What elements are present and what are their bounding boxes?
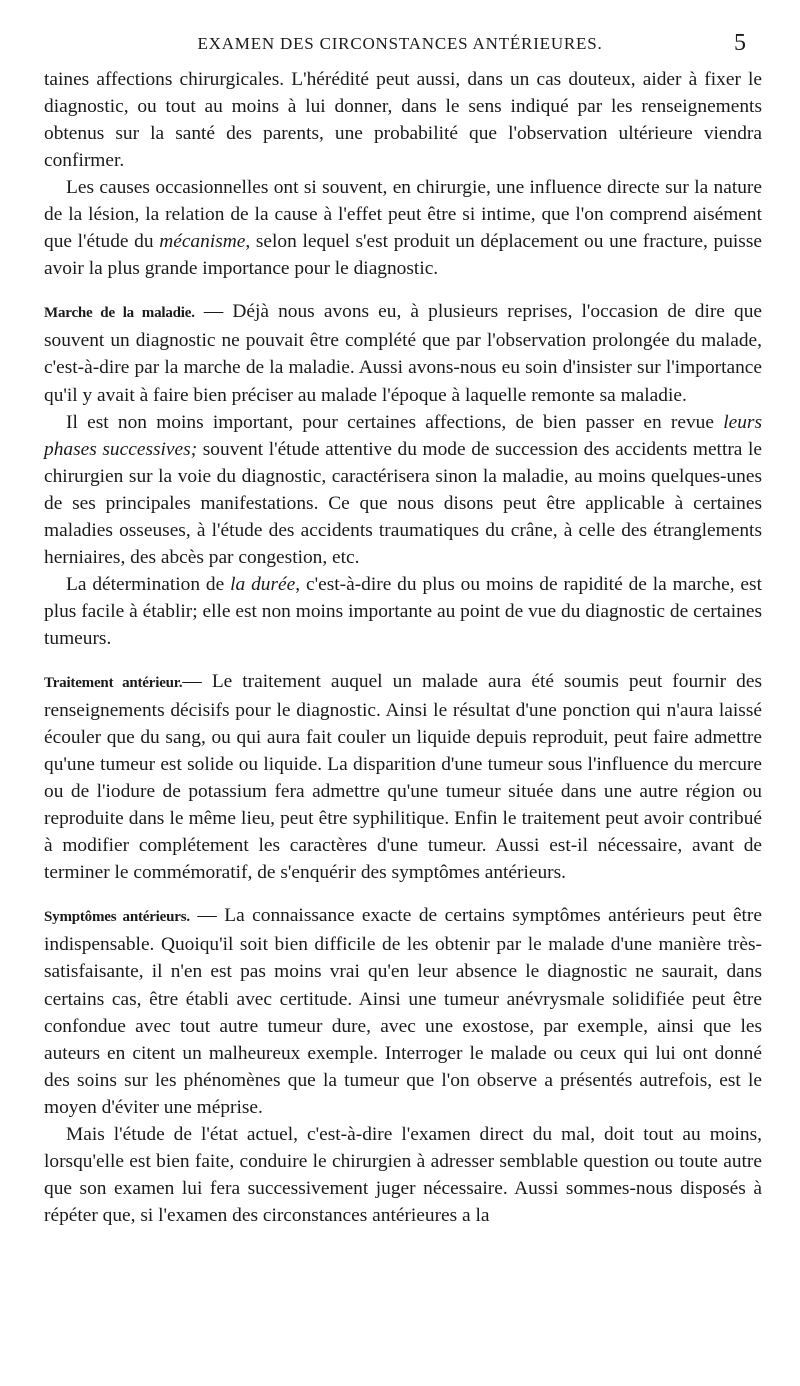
paragraph-duree: La détermination de la durée, c'est-à-dire du plus ou moins de rapidité de la marche, est plus facile à établir; elle est non moins importante au point de vue du diagnostic de certaines tumeurs. [44, 573, 762, 649]
section-traitement-anterieur: Traitement antérieur.— Le traitement auquel un malade aura été soumis peut fournir des renseignements décisifs pour le diagnostic. Ainsi le résultat d'une ponction qui n'aura laissé écouler que du sang, ou qui aura fait couler un liquide depuis reproduit, peut faire admettre qu'une tumeur est solide ou liquide. La disparition d'une tumeur sous l'influence du mercure ou de l'iodure de potassium fera admettre qu'une tumeur située dans une autre région ou reproduite dans le même lieu, peut être syphilitique. Enfin le traitement peut avoir contribué à modifier complétement les caractères d'une tumeur. Aussi est-il nécessaire, avant de terminer le commémoratif, de s'enquérir des symptômes antérieurs. [44, 670, 762, 884]
section-marche-de-la-maladie: Marche de la maladie. — Déjà nous avons eu, à plusieurs reprises, l'occasion de dire que souvent un diagnostic ne pouvait être complété que par l'observation prolongée du malade, c'est-à-dire par la marche de la maladie. Aussi avons-nous eu soin d'insister sur l'importance qu'il y avait à faire bien préciser au malade l'époque à laquelle remonte sa maladie. [44, 301, 763, 406]
running-title: EXAMEN DES CIRCONSTANCES ANTÉRIEURES. [197, 34, 603, 53]
paragraph-causes-occasionnelles: Les causes occasionnelles ont si souvent, en chirurgie, une influence directe sur la nature de la lésion, la relation de la cause à l'effet peut être si intime, que l'on comprend aisément que l'étude du mécanisme, selon lequel s'est produit un déplacement ou une fracture, puisse avoir la plus grande importance pour le diagnostic. [44, 177, 762, 280]
section-symptomes-anterieurs: Symptômes antérieurs. — La connaissance exacte de certains symptômes antérieurs peut être indispensable. Quoiqu'il soit bien difficile de les obtenir par le malade d'une manière très-satisfaisante, il n'en est pas moins vrai qu'en leur absence le diagnostic ne saurait, dans certains cas, être établi avec certitude. Ainsi une tumeur anévrysmale solidifiée peut être confondue avec tout autre tumeur dure, avec une exostose, par exemple, ainsi que les auteurs en citent un malheureux exemple. Interroger le malade ou ceux qui lui ont donné des soins sur les phénomènes que la tumeur que l'on observe a présentés autrefois, est le moyen d'éviter une méprise. [44, 905, 762, 1118]
paragraph-continuation: taines affections chirurgicales. L'hérédité peut aussi, dans un cas douteux, aider à fixer le diagnostic, ou tout au moins à lui donner, dans le sens indiqué par les renseignements obtenus sur la santé des parents, une probabilité que l'observation ultérieure viendra confirmer. [44, 69, 762, 172]
paragraph-etat-actuel: Mais l'étude de l'état actuel, c'est-à-dire l'examen direct du mal, doit tout au moins, lorsqu'elle est bien faite, conduire le chirurgien à adresser semblable question ou toute autre que son examen lui fera successivement juger nécessaire. Aussi sommes-nous disposés à répéter que, si l'examen des circonstances antérieures a la [44, 1123, 762, 1226]
page-header [0, 30, 800, 60]
page-number: 5 [734, 30, 746, 56]
emphasis-duree: la durée [230, 573, 296, 595]
paragraph-phases-successives: Il est non moins important, pour certaines affections, de bien passer en revue leurs phases successives; souvent l'étude attentive du mode de succession des accidents mettra le chirurgien sur la voie du diagnostic, caractérisera sinon la maladie, au moins quelques-unes de ses principales manifestations. Ce que nous disons peut être applicable à certaines maladies osseuses, à l'étude des accidents traumatiques du crâne, à celle des étranglements herniaires, des abcès par congestion, etc. [44, 411, 762, 568]
emphasis-mecanisme: mécanisme [159, 231, 246, 253]
emphasis-phases: leurs phases successives; [44, 411, 762, 460]
section-heading-traitement: Traitement antérieur. [44, 674, 183, 691]
body-text [44, 66, 762, 1229]
section-heading-symptomes: Symptômes antérieurs. [44, 909, 190, 926]
section-heading-marche: Marche de la maladie. [44, 305, 195, 322]
